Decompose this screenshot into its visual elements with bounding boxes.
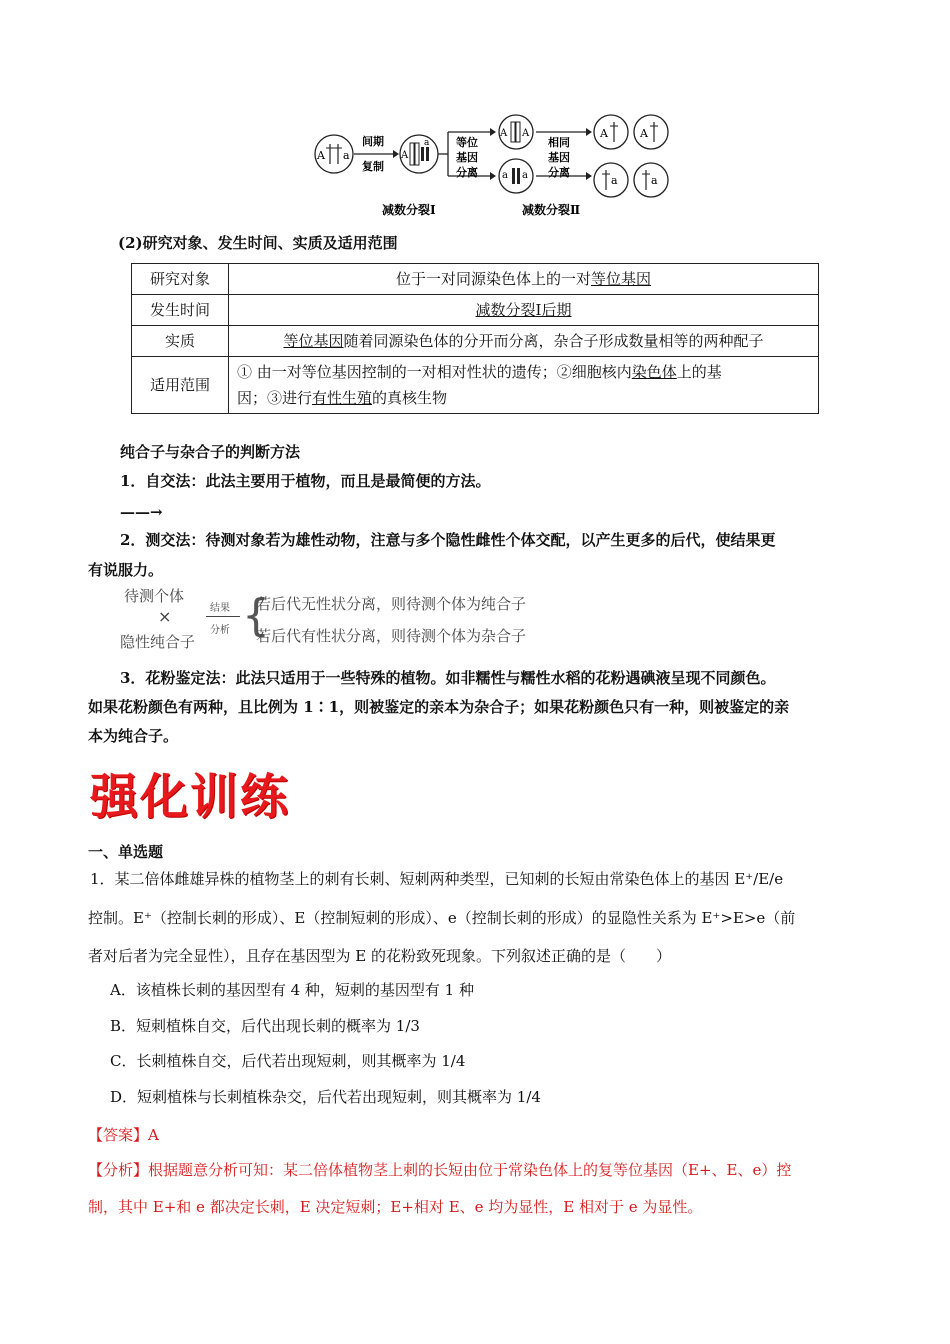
method-2-line1: 2．测交法：待测对象若为雄性动物，注意与多个隐性雌性个体交配，以产生更多的后代，使结果更 [120, 531, 776, 549]
brace: { [242, 590, 270, 641]
cell-underline: 减数分裂Ⅰ后期 [475, 301, 572, 319]
gene-label: a [651, 174, 658, 187]
cell-text: 随着同源染色体的分开而分离，杂合子形成数量相等的两种配子 [343, 332, 764, 350]
result-2: 若后代有性状分离，则待测个体为杂合子 [256, 627, 527, 645]
cell-text: 上的基 [676, 363, 722, 381]
question-line2: 控制。E⁺（控制长刺的形成）、E（控制短刺的形成）、e（控制长刺的形成）的显隐性关系为 E⁺>E>e（前 [88, 909, 796, 927]
method-3-line1: 3．花粉鉴定法：此法只适用于一些特殊的植物。如非糯性与糯性水稻的花粉遇碘液呈现不同颜色。 [120, 669, 776, 687]
step-label: 分离 [548, 166, 570, 179]
table-cell [229, 357, 819, 414]
table-cell [229, 264, 819, 295]
meiosis-1-label: 减数分裂Ⅰ [382, 203, 436, 217]
gene-label: a [424, 138, 430, 148]
method-arrow: ——→ [120, 503, 163, 521]
methods-heading: 纯合子与杂合子的判断方法 [120, 443, 301, 461]
cell-underline: 染色体 [631, 363, 677, 381]
table-head: 实质 [132, 326, 229, 357]
meiosis-diagram [300, 110, 680, 225]
gene-label: A [317, 149, 325, 162]
method-1: 1．自交法：此法主要用于植物，而且是最简便的方法。 [120, 472, 491, 490]
option-c[interactable]: C．长刺植株自交，后代若出现短刺，则其概率为 1/4 [110, 1052, 466, 1070]
cell-text: 位于一对同源染色体上的一对 [395, 270, 591, 288]
step-label: 分离 [456, 166, 478, 179]
analysis-line1: 【分析】根据题意分析可知：某二倍体植物茎上刺的长短由位于常染色体上的复等位基因（E+、E、e）控 [88, 1161, 792, 1179]
gene-label: A [500, 128, 508, 139]
meiosis-2-label: 减数分裂Ⅱ [522, 203, 581, 217]
cell-text: 的真核生物 [372, 389, 448, 407]
table-row [132, 295, 819, 326]
result-1: 若后代无性状分离，则待测个体为纯合子 [256, 595, 527, 613]
gene-label: a [611, 174, 618, 187]
question-line3: 者对后者为完全显性），且存在基因型为 E 的花粉致死现象。下列叙述正确的是（ ） [88, 947, 671, 965]
testcross-top: 待测个体 [124, 587, 185, 605]
table-head: 研究对象 [132, 264, 229, 295]
arrow-top-label: 结果 [210, 603, 230, 614]
analysis-line2: 制，其中 E+和 e 都决定长刺，E 决定短刺；E+相对 E、e 均为显性，E 相对于 e 为显性。 [88, 1198, 703, 1216]
testcross-cross: × [158, 607, 172, 626]
step-label: 间期 [362, 135, 384, 148]
gene-label: A [401, 150, 409, 161]
step-label: 基因 [456, 151, 478, 164]
section-heading: (2)研究对象、发生时间、实质及适用范围 [118, 234, 398, 252]
table-row [132, 326, 819, 357]
method-3-line2: 如果花粉颜色有两种，且比例为 1∶1，则被鉴定的亲本为杂合子；如果花粉颜色只有一种，则被鉴定的亲 [88, 698, 790, 716]
gene-label: A [522, 128, 530, 139]
step-label: 等位 [456, 136, 478, 149]
gene-label: a [502, 170, 508, 181]
cell-text: 因；③进行 [237, 389, 313, 407]
table-head: 发生时间 [132, 295, 229, 326]
step-label: 基因 [548, 151, 570, 164]
question-section: 一、单选题 [88, 843, 164, 861]
table-cell [229, 295, 819, 326]
gene-label: A [600, 127, 608, 140]
table-head: 适用范围 [132, 357, 229, 414]
training-title: 强化训练 [90, 769, 291, 825]
option-a[interactable]: A．该植株长刺的基因型有 4 种，短刺的基因型有 1 种 [110, 981, 474, 999]
table-cell [229, 326, 819, 357]
step-label: 复制 [362, 160, 384, 173]
table-row [132, 264, 819, 295]
cell-underline: 有性生殖 [312, 389, 373, 407]
method-2-line2: 有说服力。 [88, 561, 164, 579]
info-table [131, 263, 819, 414]
gene-label: a [343, 149, 350, 162]
arrow-bottom-label: 分析 [210, 625, 230, 636]
step-label: 相同 [548, 136, 570, 149]
option-b[interactable]: B．短刺植株自交，后代出现长刺的概率为 1/3 [110, 1017, 420, 1035]
testcross-scheme [120, 585, 560, 655]
answer: 【答案】A [88, 1126, 159, 1144]
cell-text: ① 由一对等位基因控制的一对相对性状的遗传；②细胞核内 [237, 363, 632, 381]
cell-underline: 等位基因 [283, 332, 344, 350]
question-line1: 1．某二倍体雌雄异株的植物茎上的刺有长刺、短刺两种类型，已知刺的长短由常染色体上的基因 E⁺/E/e [90, 870, 784, 888]
testcross-bottom: 隐性纯合子 [120, 633, 196, 651]
method-3-line3: 本为纯合子。 [88, 727, 179, 745]
option-d[interactable]: D．短刺植株与长刺植株杂交，后代若出现短刺，则其概率为 1/4 [110, 1088, 541, 1106]
gene-label: A [640, 127, 648, 140]
cell-underline: 等位基因 [591, 270, 652, 288]
result-arrow [206, 616, 240, 617]
gene-label: a [522, 170, 528, 181]
table-row [132, 357, 819, 414]
